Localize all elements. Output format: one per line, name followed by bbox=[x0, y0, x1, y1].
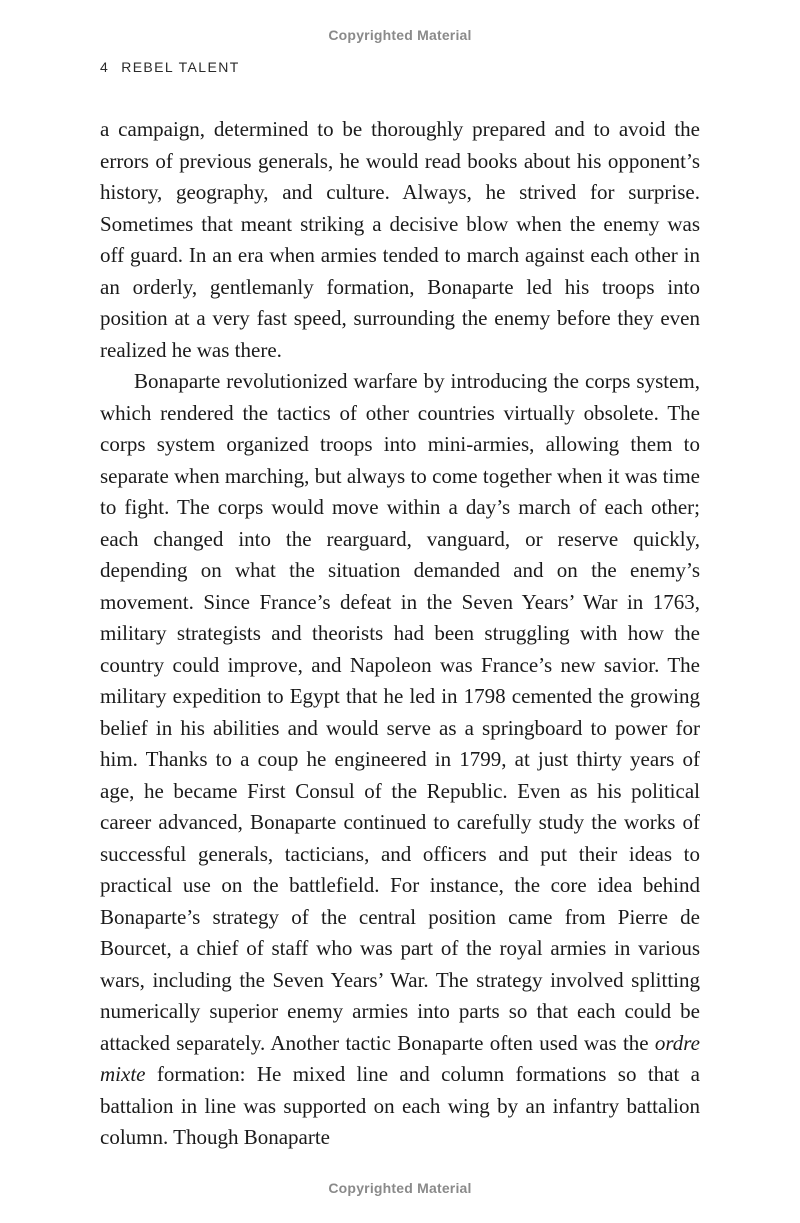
italic-term: ordre mixte bbox=[100, 1030, 700, 1086]
paragraph-2-part-1: Bonaparte revolutionized warfare by introducing the corps system, which rendered the tactics of other countries virtually obsolete. The corps system organized troops into mini-armies, allowing them to separate when marching, but always to come together when it was time to fight. The corps would move within a day’s march of each other; each changed into the rearguard, vanguard, or reserve quickly, depending on what the situation demanded and on the enemy’s movement. Since France’s defeat in the Seven Years’ War in 1763, military strategists and theorists had been struggling with how the country could improve, and Napoleon was France’s new savior. The military expedition to Egypt that he led in 1798 cemented the growing belief in his abilities and would serve as a springboard to power for him. Thanks to a coup he engineered in 1799, at just thirty years of age, he became First Consul of the Republic. Even as his political career advanced, Bonaparte continued to carefully study the works of successful generals, tacticians, and officers and put their ideas to practical use on the battlefield. For instance, the core idea behind Bonaparte’s strategy of the central position came from Pierre de Bourcet, a chief of staff who was part of the royal armies in various wars, including the Seven Years’ War. The strategy involved splitting numerically superior enemy armies into parts so that each could be attacked separately. Another tactic Bonaparte often used was the bbox=[100, 369, 700, 1055]
paragraph-2-part-2: formation: He mixed line and column formations so that a battalion in line was supported on each wing by an infantry battalion column. Though Bonaparte bbox=[100, 1062, 700, 1149]
book-title: REBEL TALENT bbox=[121, 59, 240, 75]
body-text bbox=[100, 114, 700, 1154]
paragraph-1: a campaign, determined to be thoroughly prepared and to avoid the errors of previous generals, he would read books about his opponent’s history, geography, and culture. Always, he strived for surprise. Sometimes that meant striking a decisive blow when the enemy was off guard. In an era when armies tended to march against each other in an orderly, gentlemanly formation, Bonaparte led his troops into position at a very fast speed, surrounding the enemy before they even realized he was there. bbox=[100, 117, 700, 362]
page-number: 4 bbox=[100, 59, 110, 75]
copyright-watermark-bottom: Copyrighted Material bbox=[328, 1180, 472, 1196]
paragraph-2 bbox=[100, 366, 700, 1154]
running-head bbox=[100, 59, 240, 75]
copyright-watermark-top: Copyrighted Material bbox=[328, 27, 472, 43]
